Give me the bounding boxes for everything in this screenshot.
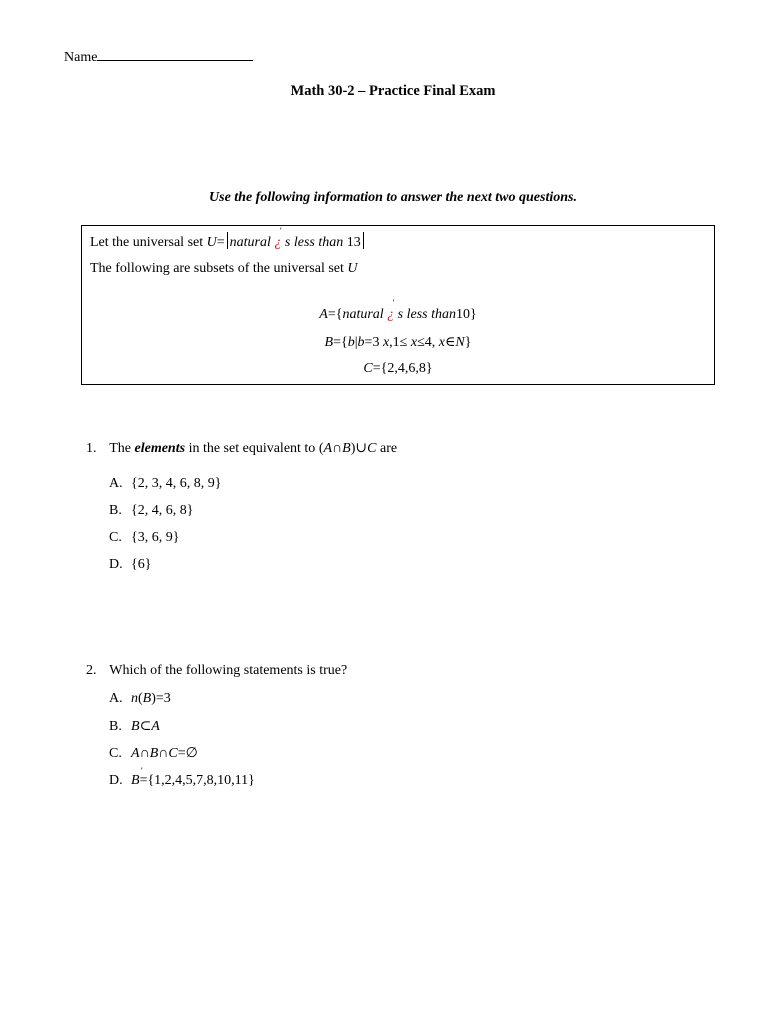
question-1-option-a[interactable]: A. {2, 3, 4, 6, 8, 9} [109,476,222,491]
question-2-option-b[interactable]: B. B⊂A [109,719,160,734]
subsets-intro [90,261,358,277]
question-1-emphasis: elements [134,441,186,456]
question-1-option-b[interactable]: B. {2, 4, 6, 8} [109,503,194,518]
question-1-stem-post: are [376,441,398,456]
question-1-number: 1. [86,441,97,456]
name-label: Name [64,50,98,65]
set-a-definition: A={natural ¿ ' s less than10} [82,307,714,323]
question-2-number: 2. [86,663,97,678]
name-blank-line [97,48,253,61]
question-1-stem [86,440,397,457]
subsets-intro-text: The following are subsets of the universal set [90,261,348,276]
page-title: Math 30-2 – Practice Final Exam [290,83,496,99]
set-b-definition: B={b|b=3 x,1≤ x≤4, x∈N} [324,335,472,350]
question-1-stem-mid: in the set equivalent to [185,441,319,456]
question-2-option-d[interactable]: D. B '={1,2,4,5,7,8,10,11} [109,773,255,789]
name-field [64,48,253,66]
universal-set-definition [90,232,366,251]
universal-set-math: U= natural ¿ ' s less than 13 [207,235,366,250]
question-1-option-d[interactable]: D. {6} [109,557,152,572]
question-1-stem-pre: The [109,441,135,456]
question-2-stem [86,663,347,679]
question-2-text: Which of the following statements is true? [109,663,348,678]
question-1-expression: (A∩B)∪C [318,441,377,456]
info-box [81,225,715,385]
subsets-intro-var: U [347,261,358,276]
question-1-option-c[interactable]: C. {3, 6, 9} [109,530,180,545]
question-2-option-a[interactable]: A. n(B)=3 [109,691,171,706]
universal-set-text: Let the universal set [90,235,207,250]
question-2-option-c[interactable]: C. A∩B∩C=∅ [109,746,198,761]
instruction-text: Use the following information to answer the next two questions. [209,190,577,205]
set-c-definition: C={2,4,6,8} [363,361,433,376]
